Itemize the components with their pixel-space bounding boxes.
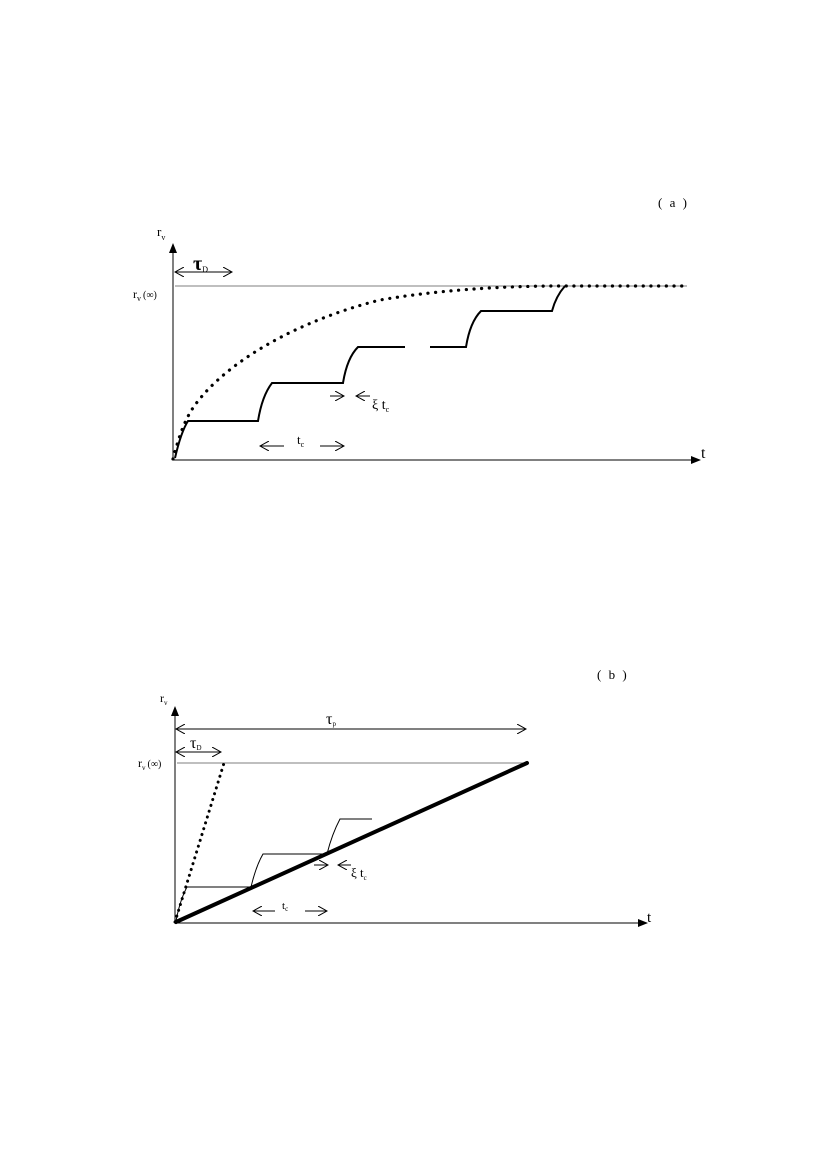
panel-b-x-axis-label: t <box>647 910 652 926</box>
panel-b-y-axis-label: $r_v$ <box>160 691 168 707</box>
panel-a-step-curve-cont <box>430 286 565 347</box>
panel-b-step-curve <box>176 819 372 921</box>
panel-b-tau-p-label: τp <box>326 711 336 728</box>
panel-a-relaxation-curve <box>173 286 688 459</box>
panel-a-xi-label: ξ $t_c$ <box>372 398 390 414</box>
panel-b <box>138 667 652 926</box>
panel-a-x-axis-label: t <box>701 445 706 462</box>
panel-a-step-curve <box>175 347 405 458</box>
panel-a-y-axis-label: $r_v$ <box>157 224 166 242</box>
panel-b-level-label: $r_v$ (∞) <box>138 756 162 772</box>
panel-a <box>133 195 706 462</box>
panel-b-tc-label: tc <box>282 900 289 913</box>
panel-b-tau-d-label: τD <box>190 735 202 752</box>
panel-b-linear-ramp <box>176 763 527 922</box>
panel-a-tc-label: $t_c$ <box>297 432 305 449</box>
panel-a-tag: ( a ) <box>658 195 689 210</box>
panel-a-tau-label: τD <box>193 253 208 275</box>
panel-a-level-label: $r_v$ (∞) <box>133 287 157 303</box>
panel-b-tag: ( b ) <box>597 667 629 682</box>
panel-b-xi-label: ξ $t_c$ <box>351 865 367 882</box>
